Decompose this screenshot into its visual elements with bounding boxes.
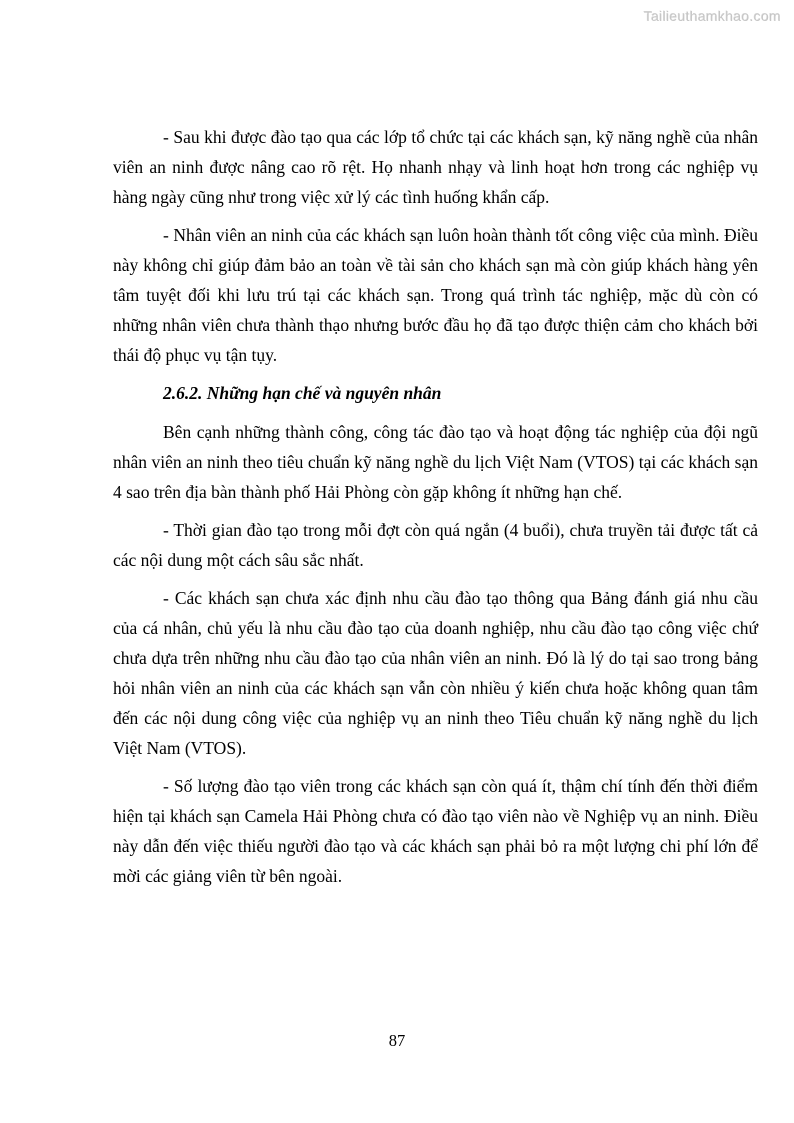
section-heading: 2.6.2. Những hạn chế và nguyên nhân xyxy=(163,383,442,403)
document-content xyxy=(113,122,758,899)
paragraph-training-results: - Sau khi được đào tạo qua các lớp tổ chức tại các khách sạn, kỹ năng nghề của nhân viên an ninh được nâng cao rõ rệt. Họ nhanh nhạy và linh hoạt hơn trong các nghiệp vụ hàng ngày cũng như trong việc xử lý các tình huống khẩn cấp. xyxy=(113,127,758,207)
paragraph-limitations-intro: Bên cạnh những thành công, công tác đào tạo và hoạt động tác nghiệp của đội ngũ nhân viên an ninh theo tiêu chuẩn kỹ năng nghề du lịch Việt Nam (VTOS) tại các khách sạn 4 sao trên địa bàn thành phố Hải Phòng còn gặp không ít những hạn chế. xyxy=(113,422,758,502)
paragraph-training-duration: - Thời gian đào tạo trong mỗi đợt còn quá ngắn (4 buổi), chưa truyền tải được tất cả các nội dung một cách sâu sắc nhất. xyxy=(113,520,758,570)
watermark-text: Tailieuthamkhao.com xyxy=(643,8,781,24)
page-number: 87 xyxy=(388,1031,406,1050)
paragraph-staff-performance: - Nhân viên an ninh của các khách sạn luôn hoàn thành tốt công việc của mình. Điều này không chỉ giúp đảm bảo an toàn về tài sản cho khách sạn mà còn giúp khách hàng yên tâm tuyệt đối khi lưu trú tại các khách sạn. Trong quá trình tác nghiệp, mặc dù còn có những nhân viên chưa thành thạo nhưng bước đầu họ đã tạo được thiện cảm cho khách bởi thái độ phục vụ tận tụy. xyxy=(113,225,758,365)
paragraph-training-needs: - Các khách sạn chưa xác định nhu cầu đào tạo thông qua Bảng đánh giá nhu cầu của cá nhân, chủ yếu là nhu cầu đào tạo của doanh nghiệp, nhu cầu đào tạo công việc chứ chưa dựa trên những nhu cầu đào tạo của nhân viên an ninh. Đó là lý do tại sao trong bảng hỏi nhân viên an ninh của các khách sạn vẫn còn nhiều ý kiến chưa hoặc không quan tâm đến các nội dung công việc của nghiệp vụ an ninh theo Tiêu chuẩn kỹ năng nghề du lịch Việt Nam (VTOS). xyxy=(113,588,758,758)
paragraph-trainer-shortage: - Số lượng đào tạo viên trong các khách sạn còn quá ít, thậm chí tính đến thời điểm hiện tại khách sạn Camela Hải Phòng chưa có đào tạo viên nào về Nghiệp vụ an ninh. Điều này dẫn đến việc thiếu người đào tạo và các khách sạn phải bỏ ra một lượng chi phí lớn để mời các giảng viên từ bên ngoài. xyxy=(113,776,758,886)
